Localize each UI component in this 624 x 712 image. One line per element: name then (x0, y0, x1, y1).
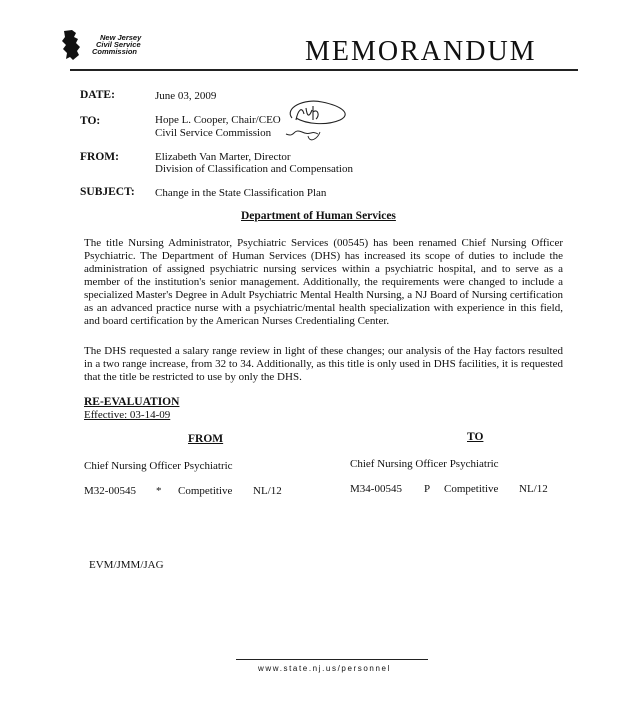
from-title-flag: * (156, 485, 162, 497)
to-title: Chief Nursing Officer Psychiatric (350, 458, 499, 470)
to-title-unit: NL/12 (519, 483, 548, 495)
logo-line: New Jersey (100, 33, 142, 42)
from-title: Chief Nursing Officer Psychiatric (84, 460, 233, 472)
from-title-type: Competitive (178, 485, 233, 497)
date-label: DATE: (80, 89, 115, 101)
to-recipient-org: Civil Service Commission (155, 127, 272, 139)
from-column-heading: FROM (188, 433, 224, 445)
to-recipient-name: Hope L. Cooper, Chair/CEO (155, 114, 281, 126)
from-title-code: M32-00545 (84, 485, 136, 497)
reevaluation-heading: RE-EVALUATION (84, 396, 180, 408)
to-title-flag: P (424, 483, 431, 495)
letterhead-rule (70, 69, 578, 71)
to-label: TO: (80, 115, 101, 127)
footer-rule (236, 659, 428, 660)
to-title-code: M34-00545 (350, 483, 402, 495)
date-value: June 03, 2009 (155, 90, 217, 102)
from-sender-name: Elizabeth Van Marter, Director (155, 151, 291, 163)
handwritten-initials-icon (282, 94, 354, 152)
from-title-unit: NL/12 (253, 485, 282, 497)
typist-initials: EVM/JMM/JAG (89, 559, 164, 571)
memo-title: MEMORANDUM (305, 36, 537, 67)
nj-state-seal-icon (58, 29, 86, 61)
effective-date: Effective: 03-14-09 (84, 409, 171, 421)
to-column-heading: TO (467, 431, 484, 443)
agency-logo-text (88, 34, 148, 55)
to-title-type: Competitive (444, 483, 499, 495)
body-paragraph-2: The DHS requested a salary range review in light of these changes; our analysis of the Hay factors resulted in a two range increase, from 32 to 34. Additionally, as this title is only used in DHS facilities, it is requested that the title be restricted to use by only the DHS. (84, 345, 563, 383)
body-paragraph-1: The title Nursing Administrator, Psychiatric Services (00545) has been renamed Chief Nursing Officer Psychiatric. The Department of Human Services (DHS) has increased its scope of duties to include the administration of assigned psychiatric nursing services within a psychiatric hospital, and to serve as a member of the institution's senior management. Additionally, the requirements were changed to include a specialized Master's Degree in Adult Psychiatric Mental Health Nursing, a NJ Board of Nursing certification as an advanced practice nurse with a psychiatric/mental health specialization with experience in this field, and board certification by the American Nurses Credentialing Center. (84, 237, 563, 327)
logo-line: Commission (92, 47, 138, 56)
department-heading: Department of Human Services (241, 210, 396, 222)
subject-label: SUBJECT: (80, 186, 135, 198)
subject-value: Change in the State Classification Plan (155, 187, 327, 199)
logo-line: Civil Service (96, 40, 141, 49)
from-sender-division: Division of Classification and Compensation (155, 163, 353, 175)
footer-url: www.state.nj.us/personnel (258, 664, 391, 673)
from-label: FROM: (80, 151, 119, 163)
